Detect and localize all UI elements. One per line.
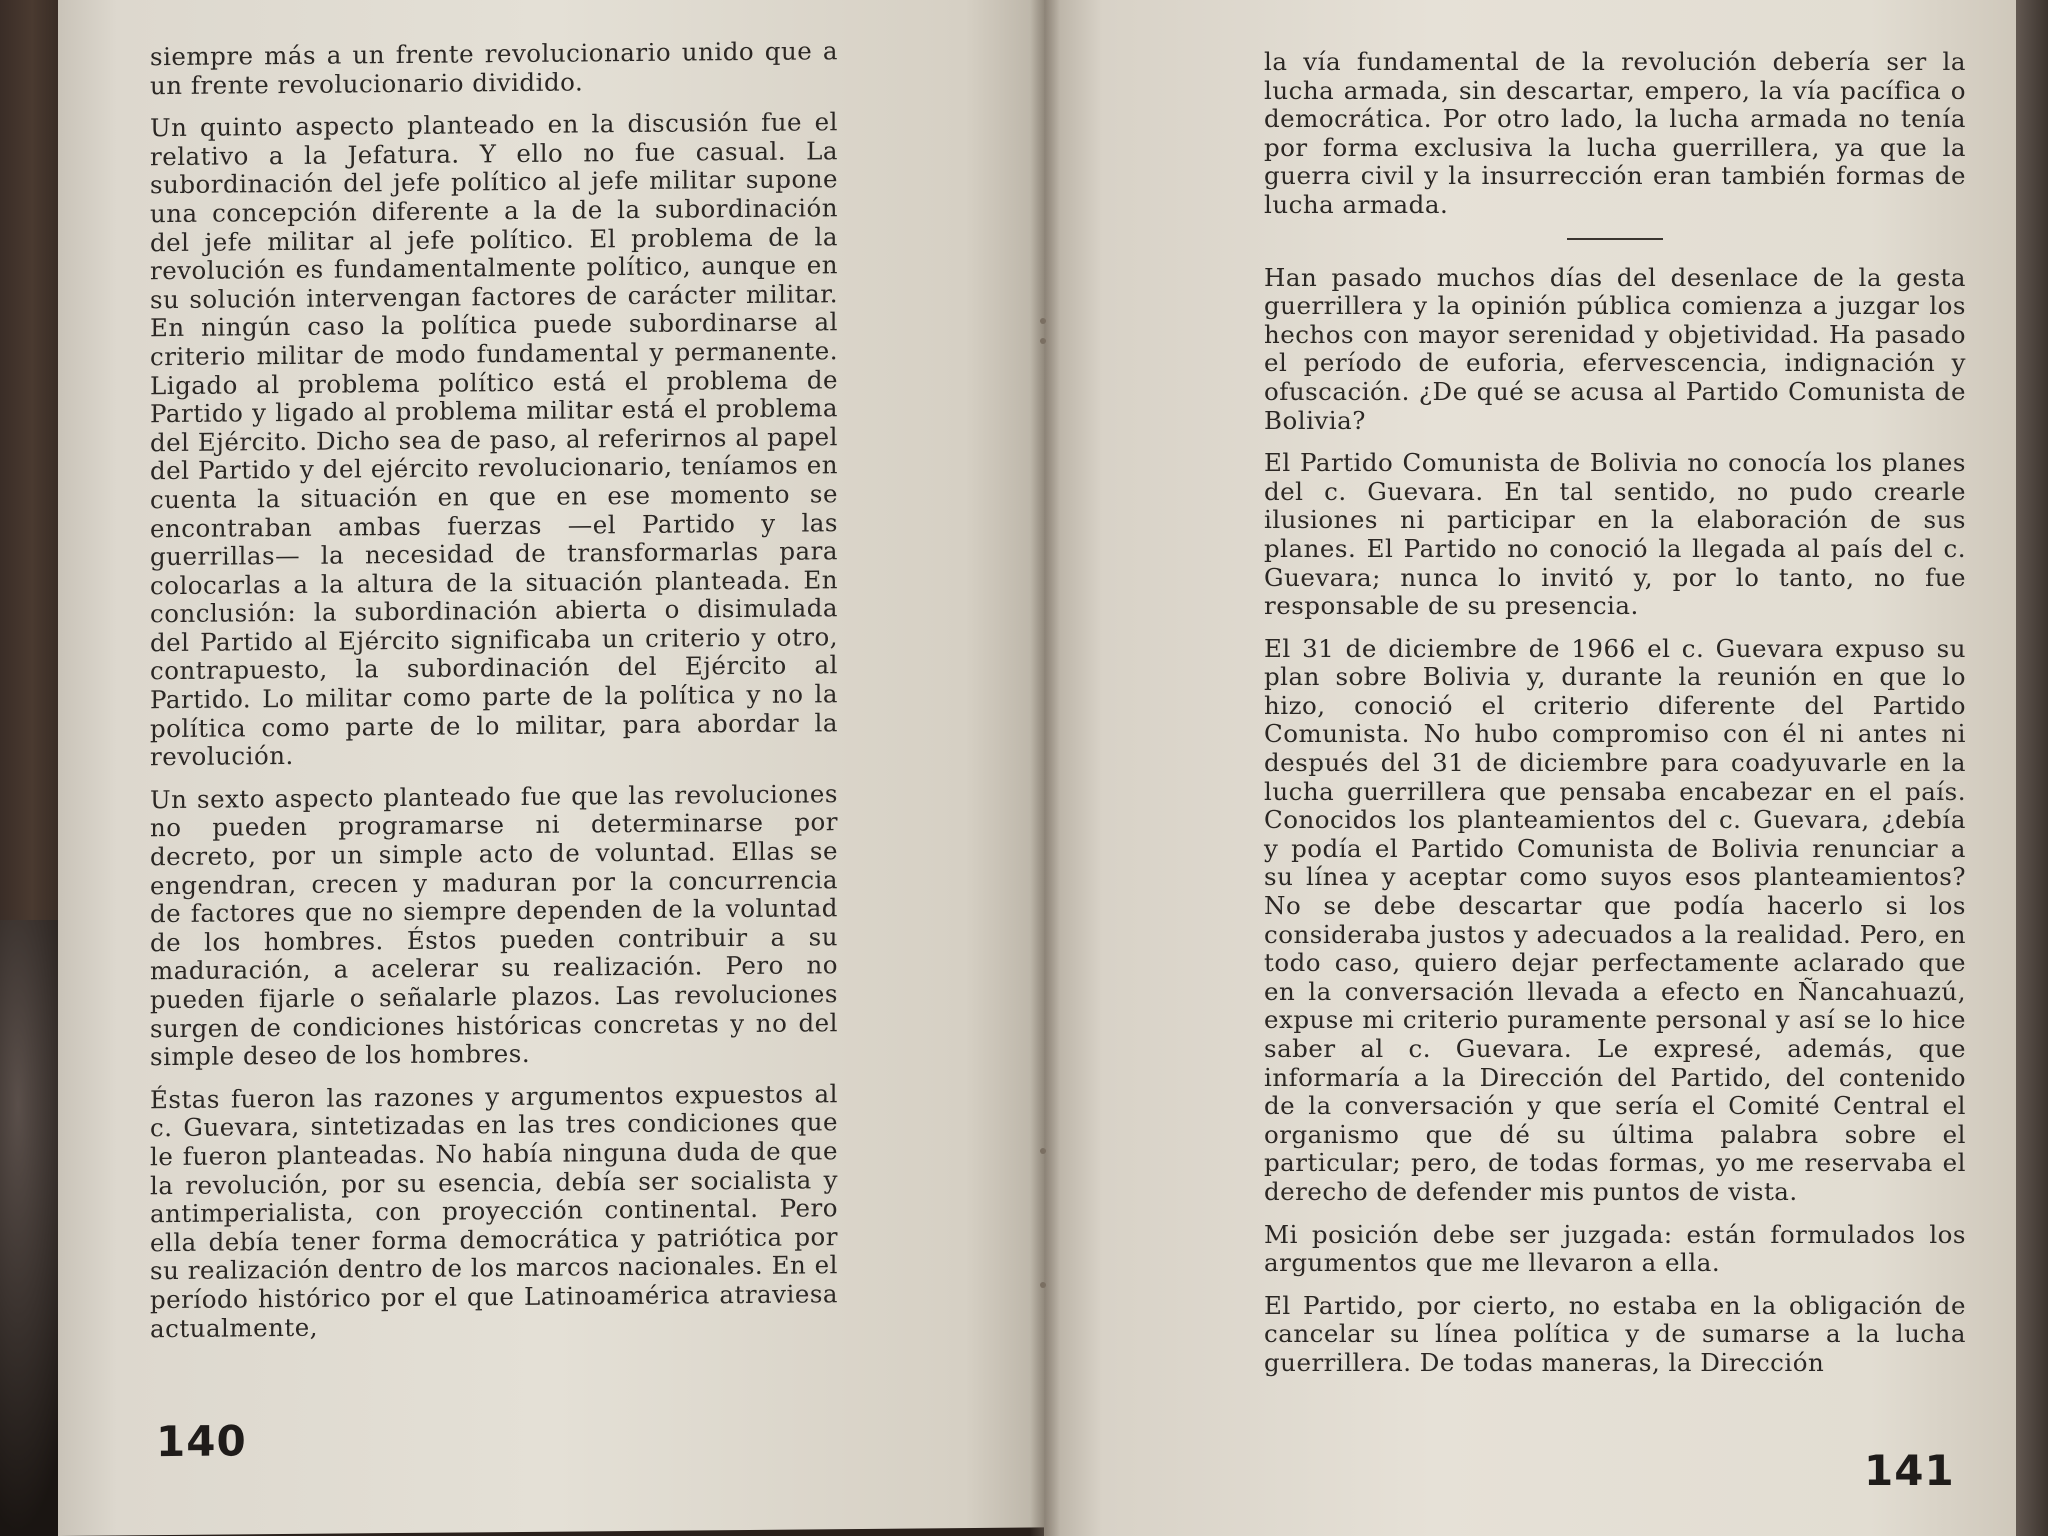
right-page xyxy=(1044,0,2016,1536)
paragraph: El Partido, por cierto, no estaba en la obligación de cancelar su línea política y de sumarse a la lucha guerrillera. De todas maneras, la Dirección xyxy=(1264,1290,1966,1377)
right-page-text xyxy=(1264,48,1966,1392)
section-divider xyxy=(1567,238,1663,240)
binding-stitch xyxy=(1040,338,1046,344)
page-number: 141 xyxy=(1864,1446,1955,1495)
paragraph: Un quinto aspecto planteado en la discusión fue el relativo a la Jefatura. Y ello no fue casual. La subordinación del jefe político al jefe militar supone una concepción diferente a la de la subordinación del jefe militar al jefe político. El problema de la revolución es fundamentalmente político, aunque en su solución intervengan factores de carácter militar. En ningún caso la política puede subordinarse al criterio militar de modo fundamental y permanente. Ligado al problema político está el problema de Partido y ligado al problema militar está el problema del Ejército. Dicho sea de paso, al referirnos al papel del Partido y del ejército revolucionario, teníamos en cuenta la situación en que en ese momento se encontraban ambas fuerzas —el Partido y las guerrillas— la necesidad de transformarlas para colocarlas a la altura de la situación planteada. En conclusión: la subordinación abierta o disimulada del Partido al Ejército significaba un criterio y otro, contrapuesto, la subordinación del Ejército al Partido. Lo militar como parte de la política y no la política como parte de lo militar, para abordar la revolución. xyxy=(150,107,838,772)
binding-stitch xyxy=(1040,1282,1046,1288)
paragraph: Éstas fueron las razones y argumentos expuestos al c. Guevara, sintetizadas en las tres condiciones que le fueron planteadas. No había ninguna duda de que la revolución, por su esencia, debía ser socialista y antimperialista, con proyección continental. Pero ella debía tener forma democrática y patriótica por su realización dentro de los marcos nacionales. En el período histórico por el que Latinoamérica atraviesa actualmente, xyxy=(150,1078,838,1343)
left-page-text xyxy=(150,37,838,1357)
book-gutter xyxy=(1030,0,1060,1536)
paragraph: El 31 de diciembre de 1966 el c. Guevara expuso su plan sobre Bolivia y, durante la reunión en que lo hizo, conoció el criterio diferente del Partido Comunista. No hubo compromiso con él ni antes ni después del 31 de diciembre para coadyuvarle en la lucha guerrillera que pensaba encabezar en el país. Conocidos los planteamientos del c. Guevara, ¿debía y podía el Partido Comunista de Bolivia renunciar a su línea y aceptar como suyos esos planteamientos? No se debe descartar que podía hacerlo si los consideraba justos y adecuados a la realidad. Pero, en todo caso, quiero dejar perfectamente aclarado que en la conversación llevada a efecto en Ñancahuazú, expuse mi criterio puramente personal y así se lo hice saber al c. Guevara. Le expresé, además, que informaría a la Dirección del Partido, del contenido de la conversación y que sería el Comité Central el organismo que dé su última palabra sobre el particular; pero, de todas formas, yo me reservaba el derecho de defender mis puntos de vista. xyxy=(1264,633,1966,1206)
binding-stitch xyxy=(1040,318,1046,324)
page-number: 140 xyxy=(156,1416,247,1467)
left-page xyxy=(58,0,1044,1536)
paragraph: Mi posición debe ser juzgada: están formulados los argumentos que me llevaron a ella. xyxy=(1264,1219,1966,1278)
paragraph: la vía fundamental de la revolución debería ser la lucha armada, sin descartar, empero, la vía pacífica o democrática. Por otro lado, la lucha armada no tenía por forma exclusiva la lucha guerrillera, ya que la guerra civil y la insurrección eran también formas de lucha armada. xyxy=(1264,47,1966,219)
paragraph: siempre más a un frente revolucionario unido que a un frente revolucionario dividido. xyxy=(150,36,838,100)
paragraph: Han pasado muchos días del desenlace de la gesta guerrillera y la opinión pública comienza a juzgar los hechos con mayor serenidad y objetividad. Ha pasado el período de euforia, efervescencia, indignación y ofuscación. ¿De qué se acusa al Partido Comunista de Bolivia? xyxy=(1264,262,1966,435)
paragraph: Un sexto aspecto planteado fue que las revoluciones no pueden programarse ni determinarse por decreto, por un simple acto de voluntad. Ellas se engendran, crecen y maduran por la concurrencia de factores que no siempre dependen de la voluntad de los hombres. Éstos pueden contribuir a su maduración, a acelerar su realización. Pero no pueden fijarle o señalarle plazos. Las revoluciones surgen de condiciones históricas concretas y no del simple deseo de los hombres. xyxy=(150,779,838,1072)
binding-stitch xyxy=(1040,1148,1046,1154)
paragraph: El Partido Comunista de Bolivia no conocía los planes del c. Guevara. En tal sentido, no pudo crearle ilusiones ni participar en la elaboración de sus planes. El Partido no conoció la llegada al país del c. Guevara; nunca lo invitó y, por lo tanto, no fue responsable de su presencia. xyxy=(1264,448,1966,621)
